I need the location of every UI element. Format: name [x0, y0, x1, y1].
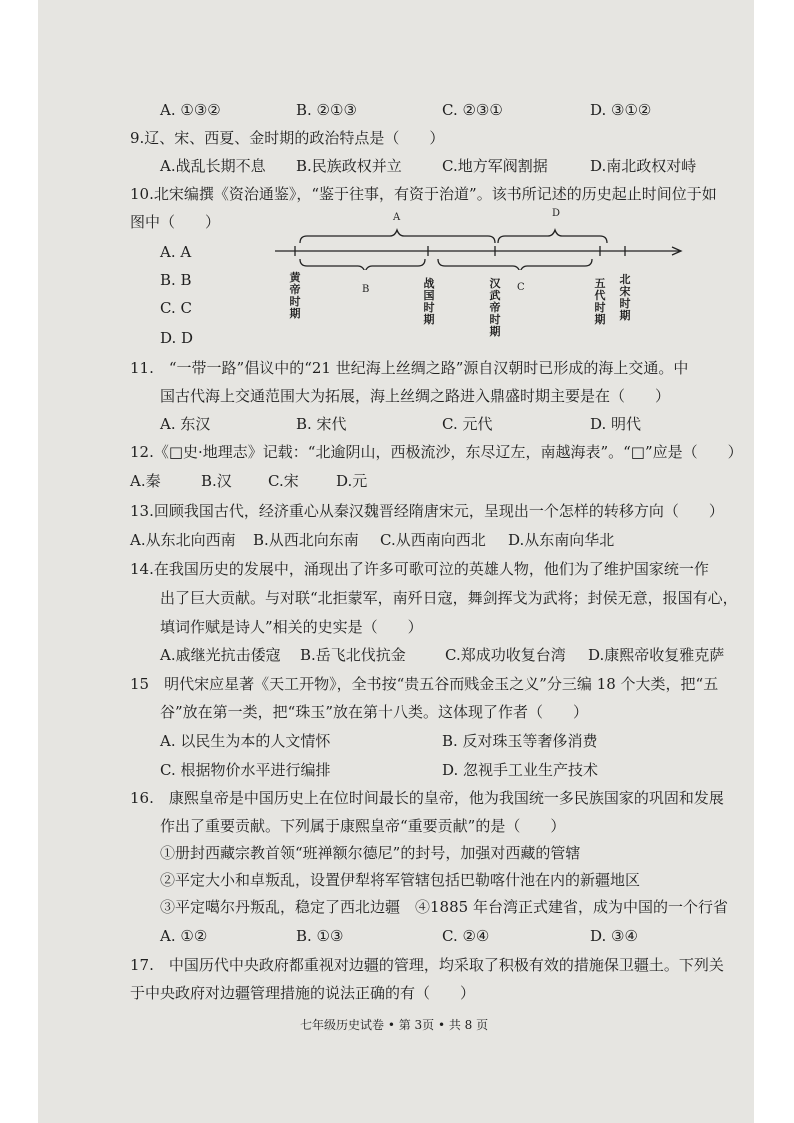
bracket-c — [438, 259, 592, 270]
timeline-label-c: C — [517, 282, 525, 293]
q14-option-c: C.郑成功收复台湾 — [445, 646, 566, 664]
q15-option-a: A. 以民生为本的人文情怀 — [160, 732, 331, 750]
q12-option-a: A.秦 — [130, 472, 161, 490]
period-label-zhanguo: 战国时期 — [423, 277, 435, 326]
q16-option-b: B. ①③ — [296, 927, 344, 945]
q10-option-a: A. A — [160, 243, 192, 261]
q16-item-1: ①册封西藏宗教首领“班禅额尔德尼”的封号，加强对西藏的管辖 — [160, 844, 581, 862]
q9-option-a: A.战乱长期不息 — [160, 157, 266, 175]
q9-option-b: B.民族政权并立 — [296, 157, 402, 175]
q13-option-c: C.从西南向西北 — [380, 531, 486, 549]
q11-option-a: A. 东汉 — [160, 415, 211, 433]
q11-option-d: D. 明代 — [590, 415, 642, 433]
q13-option-d: D.从东南向华北 — [508, 531, 615, 549]
q9-option-d: D.南北政权对峙 — [590, 157, 697, 175]
q11-stem-line1: 11. “一带一路”倡议中的“21 世纪海上丝绸之路”源自汉朝时已形成的海上交通。中 — [130, 359, 689, 377]
q8-option-a: A. ①③② — [160, 101, 221, 119]
q12-option-c: C.宋 — [268, 472, 299, 490]
q16-option-c: C. ②④ — [442, 927, 490, 945]
q11-option-c: C. 元代 — [442, 415, 493, 433]
q14-stem-line1: 14.在我国历史的发展中，涌现出了许多可歌可泣的英雄人物，他们为了维护国家统一作 — [130, 560, 709, 578]
q14-option-d: D.康熙帝收复雅克萨 — [588, 646, 725, 664]
q12-option-d: D.元 — [336, 472, 368, 490]
period-label-beisong: 北宋时期 — [619, 273, 631, 322]
q15-stem-line2: 谷”放在第一类，把“珠玉”放在第十八类。这体现了作者（ ） — [160, 703, 589, 721]
bracket-d — [498, 230, 607, 243]
q17-stem-line2: 于中央政府对边疆管理措施的说法正确的有（ ） — [130, 984, 476, 1002]
q15-stem-line1: 15 明代宋应星著《天工开物》，全书按“贵五谷而贱金玉之义”分三编 18 个大类，把“五 — [130, 675, 719, 693]
period-label-wudai: 五代时期 — [594, 277, 606, 326]
q10-option-b: B. B — [160, 271, 192, 289]
timeline-label-a: A — [393, 212, 401, 223]
q10-timeline-diagram — [270, 210, 690, 270]
q10-option-c: C. C — [160, 299, 192, 317]
q13-stem: 13.回顾我国古代，经济重心从秦汉魏晋经隋唐宋元，呈现出一个怎样的转移方向（ ） — [130, 502, 724, 520]
q10-stem-line2: 图中（ ） — [130, 213, 221, 231]
q12-option-b: B.汉 — [201, 472, 232, 490]
q10-option-d: D. D — [160, 329, 194, 347]
q8-option-c: C. ②③① — [442, 101, 503, 119]
q15-option-b: B. 反对珠玉等奢侈消费 — [442, 732, 598, 750]
q14-option-a: A.戚继光抗击倭寇 — [160, 646, 281, 664]
q9-stem: 9.辽、宋、西夏、金时期的政治特点是（ ） — [130, 129, 445, 147]
q11-stem-line2: 国古代海上交通范围大为拓展，海上丝绸之路进入鼎盛时期主要是在（ ） — [160, 387, 671, 405]
q9-option-c: C.地方军阀割据 — [442, 157, 548, 175]
timeline-label-d: D — [552, 208, 561, 219]
q17-stem-line1: 17. 中国历代中央政府都重视对边疆的管理，均采取了积极有效的措施保卫疆土。下列关 — [130, 956, 724, 974]
q16-option-d: D. ③④ — [590, 927, 638, 945]
q14-option-b: B.岳飞北伐抗金 — [300, 646, 406, 664]
q8-option-d: D. ③①② — [590, 101, 652, 119]
q14-stem-line2: 出了巨大贡献。与对联“北拒蒙军，南歼日寇，舞剑挥戈为武将；封侯无意，报国有心， — [160, 589, 738, 607]
timeline-label-b: B — [362, 284, 370, 295]
period-label-hanwudi: 汉武帝时期 — [489, 277, 501, 338]
q15-option-d: D. 忽视手工业生产技术 — [442, 761, 599, 779]
period-label-huangdi: 黄帝时期 — [289, 271, 301, 320]
q13-option-a: A.从东北向西南 — [130, 531, 236, 549]
q12-stem: 12.《□史·地理志》记载：“北逾阴山，西极流沙，东尽辽左，南越海表”。“□”应是（ ） — [130, 443, 743, 461]
page-footer: 七年级历史试卷 • 第 3页 • 共 8 页 — [300, 1018, 489, 1032]
q8-option-b: B. ②①③ — [296, 101, 357, 119]
q16-stem-line1: 16. 康熙皇帝是中国历史上在位时间最长的皇帝，他为我国统一多民族国家的巩固和发展 — [130, 789, 724, 807]
q15-option-c: C. 根据物价水平进行编排 — [160, 761, 331, 779]
q14-stem-line3: 填词作赋是诗人”相关的史实是（ ） — [160, 618, 423, 636]
q16-stem-line2: 作出了重要贡献。下列属于康熙皇帝“重要贡献”的是（ ） — [160, 817, 566, 835]
bracket-b — [300, 259, 425, 270]
q16-item-2: ②平定大小和卓叛乱，设置伊犁将军管辖包括巴勒喀什池在内的新疆地区 — [160, 871, 641, 889]
q13-option-b: B.从西北向东南 — [253, 531, 359, 549]
q10-stem-line1: 10.北宋编撰《资治通鉴》，“鉴于往事，有资于治道”。该书所记述的历史起止时间位于如 — [130, 185, 717, 203]
bracket-a — [300, 230, 495, 243]
q11-option-b: B. 宋代 — [296, 415, 347, 433]
q16-item-3-4: ③平定噶尔丹叛乱，稳定了西北边疆 ④1885 年台湾正式建省，成为中国的一个行省 — [160, 898, 728, 916]
q16-option-a: A. ①② — [160, 927, 208, 945]
